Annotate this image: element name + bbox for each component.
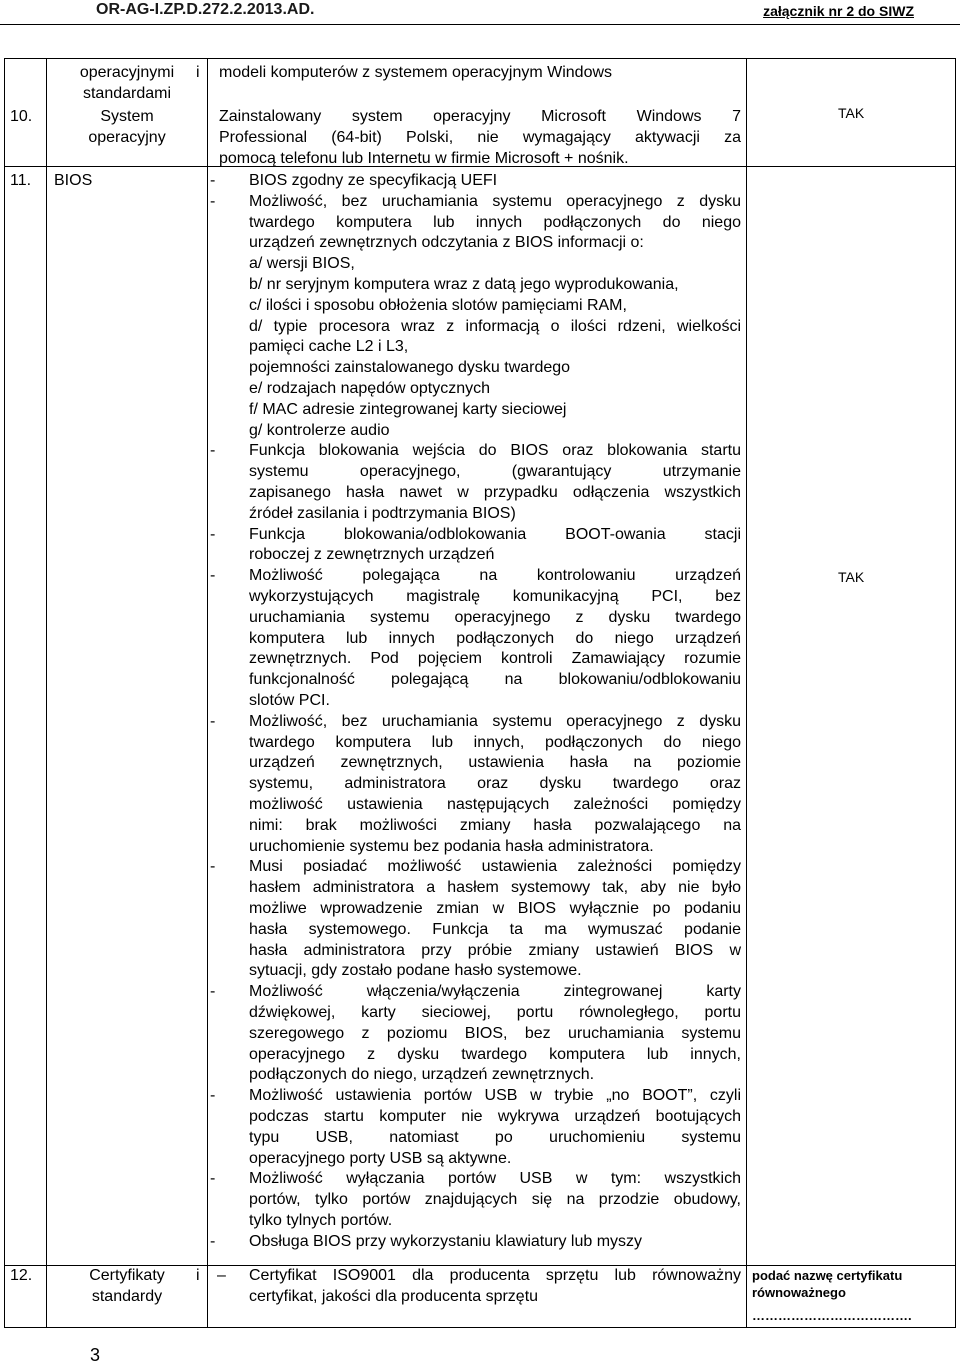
- row-11-desc-line: sytuacji, gdy zostało podane hasło systemowe.: [249, 962, 582, 980]
- page-header: [0, 0, 960, 26]
- header-divider: [0, 24, 960, 25]
- row-11-desc-line: zewnętrznych. Pod pojęciem kontroli Zamawiający rozumie: [249, 650, 741, 668]
- row-11-desc-line: Możliwość ustawienia portów USB w trybie „no BOOT”, czyli: [249, 1087, 741, 1105]
- row-11-desc-line: możliwość ustawienia następujących zależności pomiędzy: [249, 796, 741, 813]
- row-10-name-line-1: System: [100, 108, 154, 125]
- bullet-dash: -: [210, 1170, 216, 1188]
- row-11-desc-line: uruchamiania systemu operacyjnego z dysku twardego: [249, 608, 741, 626]
- row-11-desc-line: e/ rodzajach napędów optycznych: [249, 380, 491, 397]
- row-top-name: [47, 63, 207, 105]
- row-11-desc-line: Możliwość, bez uruchamiania systemu operacyjnego z dysku: [249, 712, 741, 730]
- bullet-dash: -: [210, 712, 216, 730]
- row-11-desc-line: b/ nr seryjnym komputera wraz z datą jego wyprodukowania,: [249, 276, 679, 293]
- row-top-name-line-2: standardami: [82, 84, 172, 102]
- row-11-desc-line: Funkcja blokowania wejścia do BIOS oraz blokowania startu: [249, 442, 741, 460]
- row-12-value-line-1: podać nazwę certyfikatu: [752, 1268, 903, 1283]
- row-11-desc-line: urządzeń zewnętrznych odczytania z BIOS informacji o:: [249, 234, 644, 252]
- row-11-desc-line: Możliwość wyłączania portów USB w tym: wszystkich: [249, 1170, 741, 1188]
- row-12-value-line-2: równoważnego: [752, 1285, 846, 1300]
- bullet-dash: -: [210, 567, 216, 585]
- bullet-dash: -: [210, 858, 216, 876]
- row-11-desc-line: operacyjnego z dysku twardego komputera lub innych,: [249, 1045, 741, 1063]
- row-11-desc-line: f/ MAC adresie zintegrowanej karty sieciowej: [249, 400, 567, 418]
- row-top-name-line-1: operacyjnymi: [79, 64, 175, 81]
- row-11-desc-line: Musi posiadać możliwość ustawienia zależności pomiędzy: [249, 858, 741, 876]
- row-top-desc: modeli komputerów z systemem operacyjnym Windows: [219, 64, 613, 81]
- row-top-i: i: [196, 64, 200, 81]
- row-11-name: BIOS: [54, 172, 93, 189]
- row-10-name: [47, 107, 207, 149]
- row-11-desc-line: systemu, administratora oraz dysku twardego oraz: [249, 775, 741, 793]
- column-divider-2: [207, 58, 208, 1328]
- row-11-desc-line: hasła systemowego. Funkcja ta ma wymuszać podanie: [249, 920, 741, 938]
- row-11-desc-line: slotów PCI.: [249, 692, 330, 709]
- row-11-desc-line: funkcjonalność polegającą na blokowaniu/odblokowaniu: [249, 671, 741, 689]
- row-11-desc-line: dźwiękowej, karty sieciowej, portu równoległego, portu: [249, 1004, 741, 1021]
- row-11-number: 11.: [10, 172, 32, 189]
- row-10-desc-line-1: Zainstalowany system operacyjny Microsoft Windows 7: [219, 108, 741, 125]
- row-11-desc-line: podłączonych do niego, urządzeń zewnętrznych.: [249, 1066, 595, 1084]
- row-12-name-line-1: Certyfikaty: [89, 1267, 165, 1284]
- bullet-dash: -: [210, 442, 216, 460]
- row-11-desc-line: Możliwość włączenia/wyłączenia zintegrowanej karty: [249, 983, 741, 1001]
- page-number: 3: [90, 1345, 101, 1365]
- bullet-dash: -: [210, 525, 216, 543]
- row-10-name-line-2: operacyjny: [88, 128, 166, 146]
- row-11-desc-line: uruchomienie systemu bez podania hasła administratora.: [249, 837, 654, 855]
- row-11-desc-line: roboczej z zewnętrznych urządzeń: [249, 546, 495, 564]
- row-12-value-line-3: ……………………………….: [752, 1308, 912, 1323]
- bullet-dash: -: [210, 1087, 216, 1105]
- row-10-desc-line-2: Professional (64-bit) Polski, nie wymagający aktywacji za: [219, 128, 741, 146]
- row-11-desc-line: twardego komputera lub innych podłączonych do niego: [249, 213, 741, 231]
- row-11-desc-line: portów, tylko portów znajdujących się na przodzie obudowy,: [249, 1191, 741, 1209]
- row-11-desc-line: pojemności zainstalowanego dysku twardego: [249, 359, 571, 377]
- row-11-desc-line: Możliwość, bez uruchamiania systemu operacyjnego z dysku: [249, 192, 741, 210]
- row-11-desc-line: c/ ilości i sposobu obłożenia slotów pamięciami RAM,: [249, 296, 627, 314]
- bullet-dash: -: [210, 1232, 216, 1250]
- row-12-desc-line-2: certyfikat, jakości dla producenta sprzętu: [249, 1287, 539, 1305]
- row-11-desc-line: g/ kontrolerze audio: [249, 421, 390, 439]
- row-10-value: TAK: [838, 105, 865, 121]
- attachment-label: załącznik nr 2 do SIWZ: [763, 3, 914, 19]
- row-11-desc-line: hasłem administratora a hasłem systemowy tak, aby nie było: [249, 879, 741, 897]
- row-10-desc-line-3: pomocą telefonu lub Internetu w firmie Microsoft + nośnik.: [219, 149, 629, 167]
- row-12-dash: –: [217, 1267, 226, 1284]
- row-11-desc-line: d/ typie procesora wraz z informacją o ilości rdzeni, wielkości: [249, 317, 741, 335]
- row-11-desc-line: komputera lub innych podłączonych do niego urządzeń: [249, 629, 741, 647]
- row-11-desc-line: Możliwość polegająca na kontrolowaniu urządzeń: [249, 567, 741, 585]
- row-11-desc-line: tylko tylnych portów.: [249, 1212, 393, 1229]
- row-11-desc-line: pamięci cache L2 i L3,: [249, 338, 409, 356]
- row-11-value: TAK: [838, 569, 865, 585]
- row-11-desc-line: hasła administratora przy próbie zmiany ustawień BIOS w: [249, 941, 741, 959]
- row-11-desc-line: systemu operacyjnego, (gwarantujący utrzymanie: [249, 463, 741, 481]
- column-divider-3: [746, 58, 747, 1328]
- row-10-number: 10.: [10, 108, 33, 125]
- row-12-desc-line-1: Certyfikat ISO9001 dla producenta sprzętu lub równoważny: [249, 1267, 741, 1284]
- row-12-number: 12.: [10, 1267, 33, 1284]
- row-11-desc-line: szeregowego z poziomu BIOS, bez uruchamiania systemu: [249, 1024, 741, 1042]
- row-12-name: [47, 1266, 207, 1308]
- row-11-desc-line: podczas startu komputer nie wykrywa urządzeń bootujących: [249, 1108, 741, 1125]
- row-11-desc-line: operacyjnego porty USB są aktywne.: [249, 1149, 512, 1167]
- column-divider-1: [46, 58, 47, 1328]
- row-11-desc-line: możliwe wprowadzenie zmian w BIOS wyłącznie po podaniu: [249, 900, 741, 917]
- row-12-name-line-2: standardy: [91, 1287, 163, 1305]
- row-12-i: i: [196, 1267, 200, 1284]
- row-11-desc-line: twardego komputera lub innych, podłączonych do niego: [249, 733, 741, 751]
- row-11-desc-line: a/ wersji BIOS,: [249, 255, 355, 273]
- bullet-dash: -: [210, 192, 216, 210]
- row-11-desc-line: Funkcja blokowania/odblokowania BOOT-owania stacji: [249, 525, 741, 543]
- row-11-desc-line: nimi: brak możliwości zmiany hasła pozwalającego na: [249, 816, 741, 834]
- row-11-desc-line: zapisanego hasła nawet w przypadku odłączenia wszystkich: [249, 484, 741, 501]
- row-11-desc-line: BIOS zgodny ze specyfikacją UEFI: [249, 172, 498, 189]
- row-11-desc-line: urządzeń zewnętrznych, ustawienia hasła na poziomie: [249, 754, 741, 772]
- bullet-dash: -: [210, 983, 216, 1001]
- row-11-desc-line: Obsługa BIOS przy wykorzystaniu klawiatury lub myszy: [249, 1232, 643, 1250]
- document-reference: OR-AG-I.ZP.D.272.2.2013.AD.: [96, 1, 315, 18]
- row-11-desc-line: źródeł zasilania i podtrzymania BIOS): [249, 504, 516, 522]
- row-11-desc-line: typu USB, natomiast po uruchomieniu systemu: [249, 1128, 741, 1146]
- bullet-dash: -: [210, 172, 216, 189]
- row-11-desc-line: wykorzystujących magistralę komunikacyjną PCI, bez: [249, 588, 741, 605]
